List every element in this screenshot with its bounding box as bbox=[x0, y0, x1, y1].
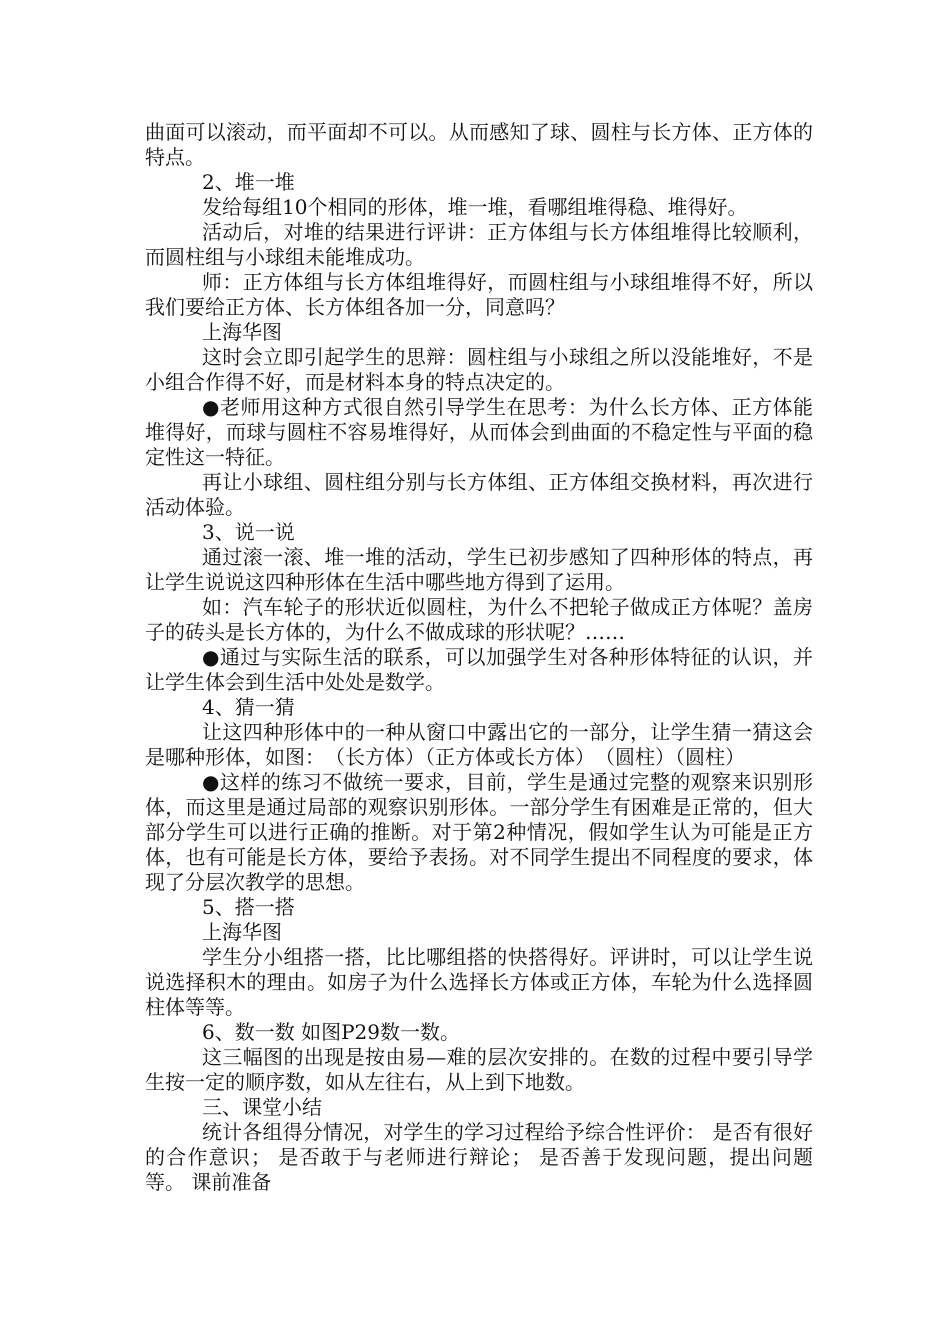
section-heading-build: 5、搭一搭 bbox=[202, 895, 295, 919]
section-heading-guess: 4、猜一猜 bbox=[202, 695, 295, 719]
bullet-note-2: ●通过与实际生活的联系，可以加强学生对各种形体特征的认识，并让学生体会到生活中处处是数学。 bbox=[145, 645, 813, 694]
document-page bbox=[145, 120, 813, 1195]
paragraph-4: 活动后，对堆的结果进行评讲：正方体组与长方体组堆得比较顺利，而圆柱组与小球组未能堆成功。 bbox=[145, 220, 813, 269]
section-heading-summary: 三、课堂小结 bbox=[202, 1095, 322, 1119]
section-heading-speak: 3、说一说 bbox=[202, 520, 295, 544]
paragraph-5: 师：正方体组与长方体组堆得好，而圆柱组与小球组堆得不好，所以我们要给正方体、长方体组各加一分，同意吗？ bbox=[145, 270, 813, 319]
paragraph-21: 这三幅图的出现是按由易—难的层次安排的。在数的过程中要引导学生按一定的顺序数，如从左往右，从上到下地数。 bbox=[145, 1045, 813, 1094]
watermark-line-2: 上海华图 bbox=[202, 920, 282, 944]
bullet-note-3: ●这样的练习不做统一要求，目前，学生是通过完整的观察来识别形体，而这里是通过局部的观察识别形体。一部分学生有困难是正常的，但大部分学生可以进行正确的推断。对于第2种情况，假如学生认为可能是正方体，也有可能是长方体，要给予表扬。对不同学生提出不同程度的要求，体现了分层次教学的思想。 bbox=[145, 770, 813, 894]
paragraph-23: 统计各组得分情况，对学生的学习过程给予综合性评价： 是否有很好的合作意识； 是否敢于与老师进行辩论； 是否善于发现问题，提出问题等。 课前准备 bbox=[145, 1120, 813, 1194]
paragraph-12: 如：汽车轮子的形状近似圆柱，为什么不把轮子做成正方体呢？盖房子的砖头是长方体的，为什么不做成球的形状呢？…… bbox=[145, 595, 813, 644]
section-heading-stack: 2、堆一堆 bbox=[202, 170, 295, 194]
paragraph-7: 这时会立即引起学生的思辩：圆柱组与小球组之所以没能堆好，不是小组合作得不好，而是材料本身的特点决定的。 bbox=[145, 345, 813, 394]
paragraph-11: 通过滚一滚、堆一堆的活动，学生已初步感知了四种形体的特点，再让学生说说这四种形体在生活中哪些地方得到了运用。 bbox=[145, 545, 813, 594]
paragraph-1: 曲面可以滚动，而平面却不可以。从而感知了球、圆柱与长方体、正方体的特点。 bbox=[145, 120, 813, 169]
bullet-note-1: ●老师用这种方式很自然引导学生在思考：为什么长方体、正方体能堆得好，而球与圆柱不容易堆得好，从而体会到曲面的不稳定性与平面的稳定性这一特征。 bbox=[145, 395, 813, 469]
watermark-line-1: 上海华图 bbox=[202, 320, 282, 344]
paragraph-9: 再让小球组、圆柱组分别与长方体组、正方体组交换材料，再次进行活动体验。 bbox=[145, 470, 813, 519]
paragraph-19: 学生分小组搭一搭，比比哪组搭的快搭得好。评讲时，可以让学生说说选择积木的理由。如房子为什么选择长方体或正方体，车轮为什么选择圆柱体等等。 bbox=[145, 945, 813, 1019]
paragraph-15: 让这四种形体中的一种从窗口中露出它的一部分，让学生猜一猜这会是哪种形体，如图： （长方体）（正方体或长方体） （圆柱）（圆柱） bbox=[145, 720, 813, 769]
section-heading-count: 6、数一数 如图P29数一数。 bbox=[202, 1020, 460, 1044]
paragraph-3: 发给每组10个相同的形体，堆一堆，看哪组堆得稳、堆得好。 bbox=[202, 195, 748, 219]
